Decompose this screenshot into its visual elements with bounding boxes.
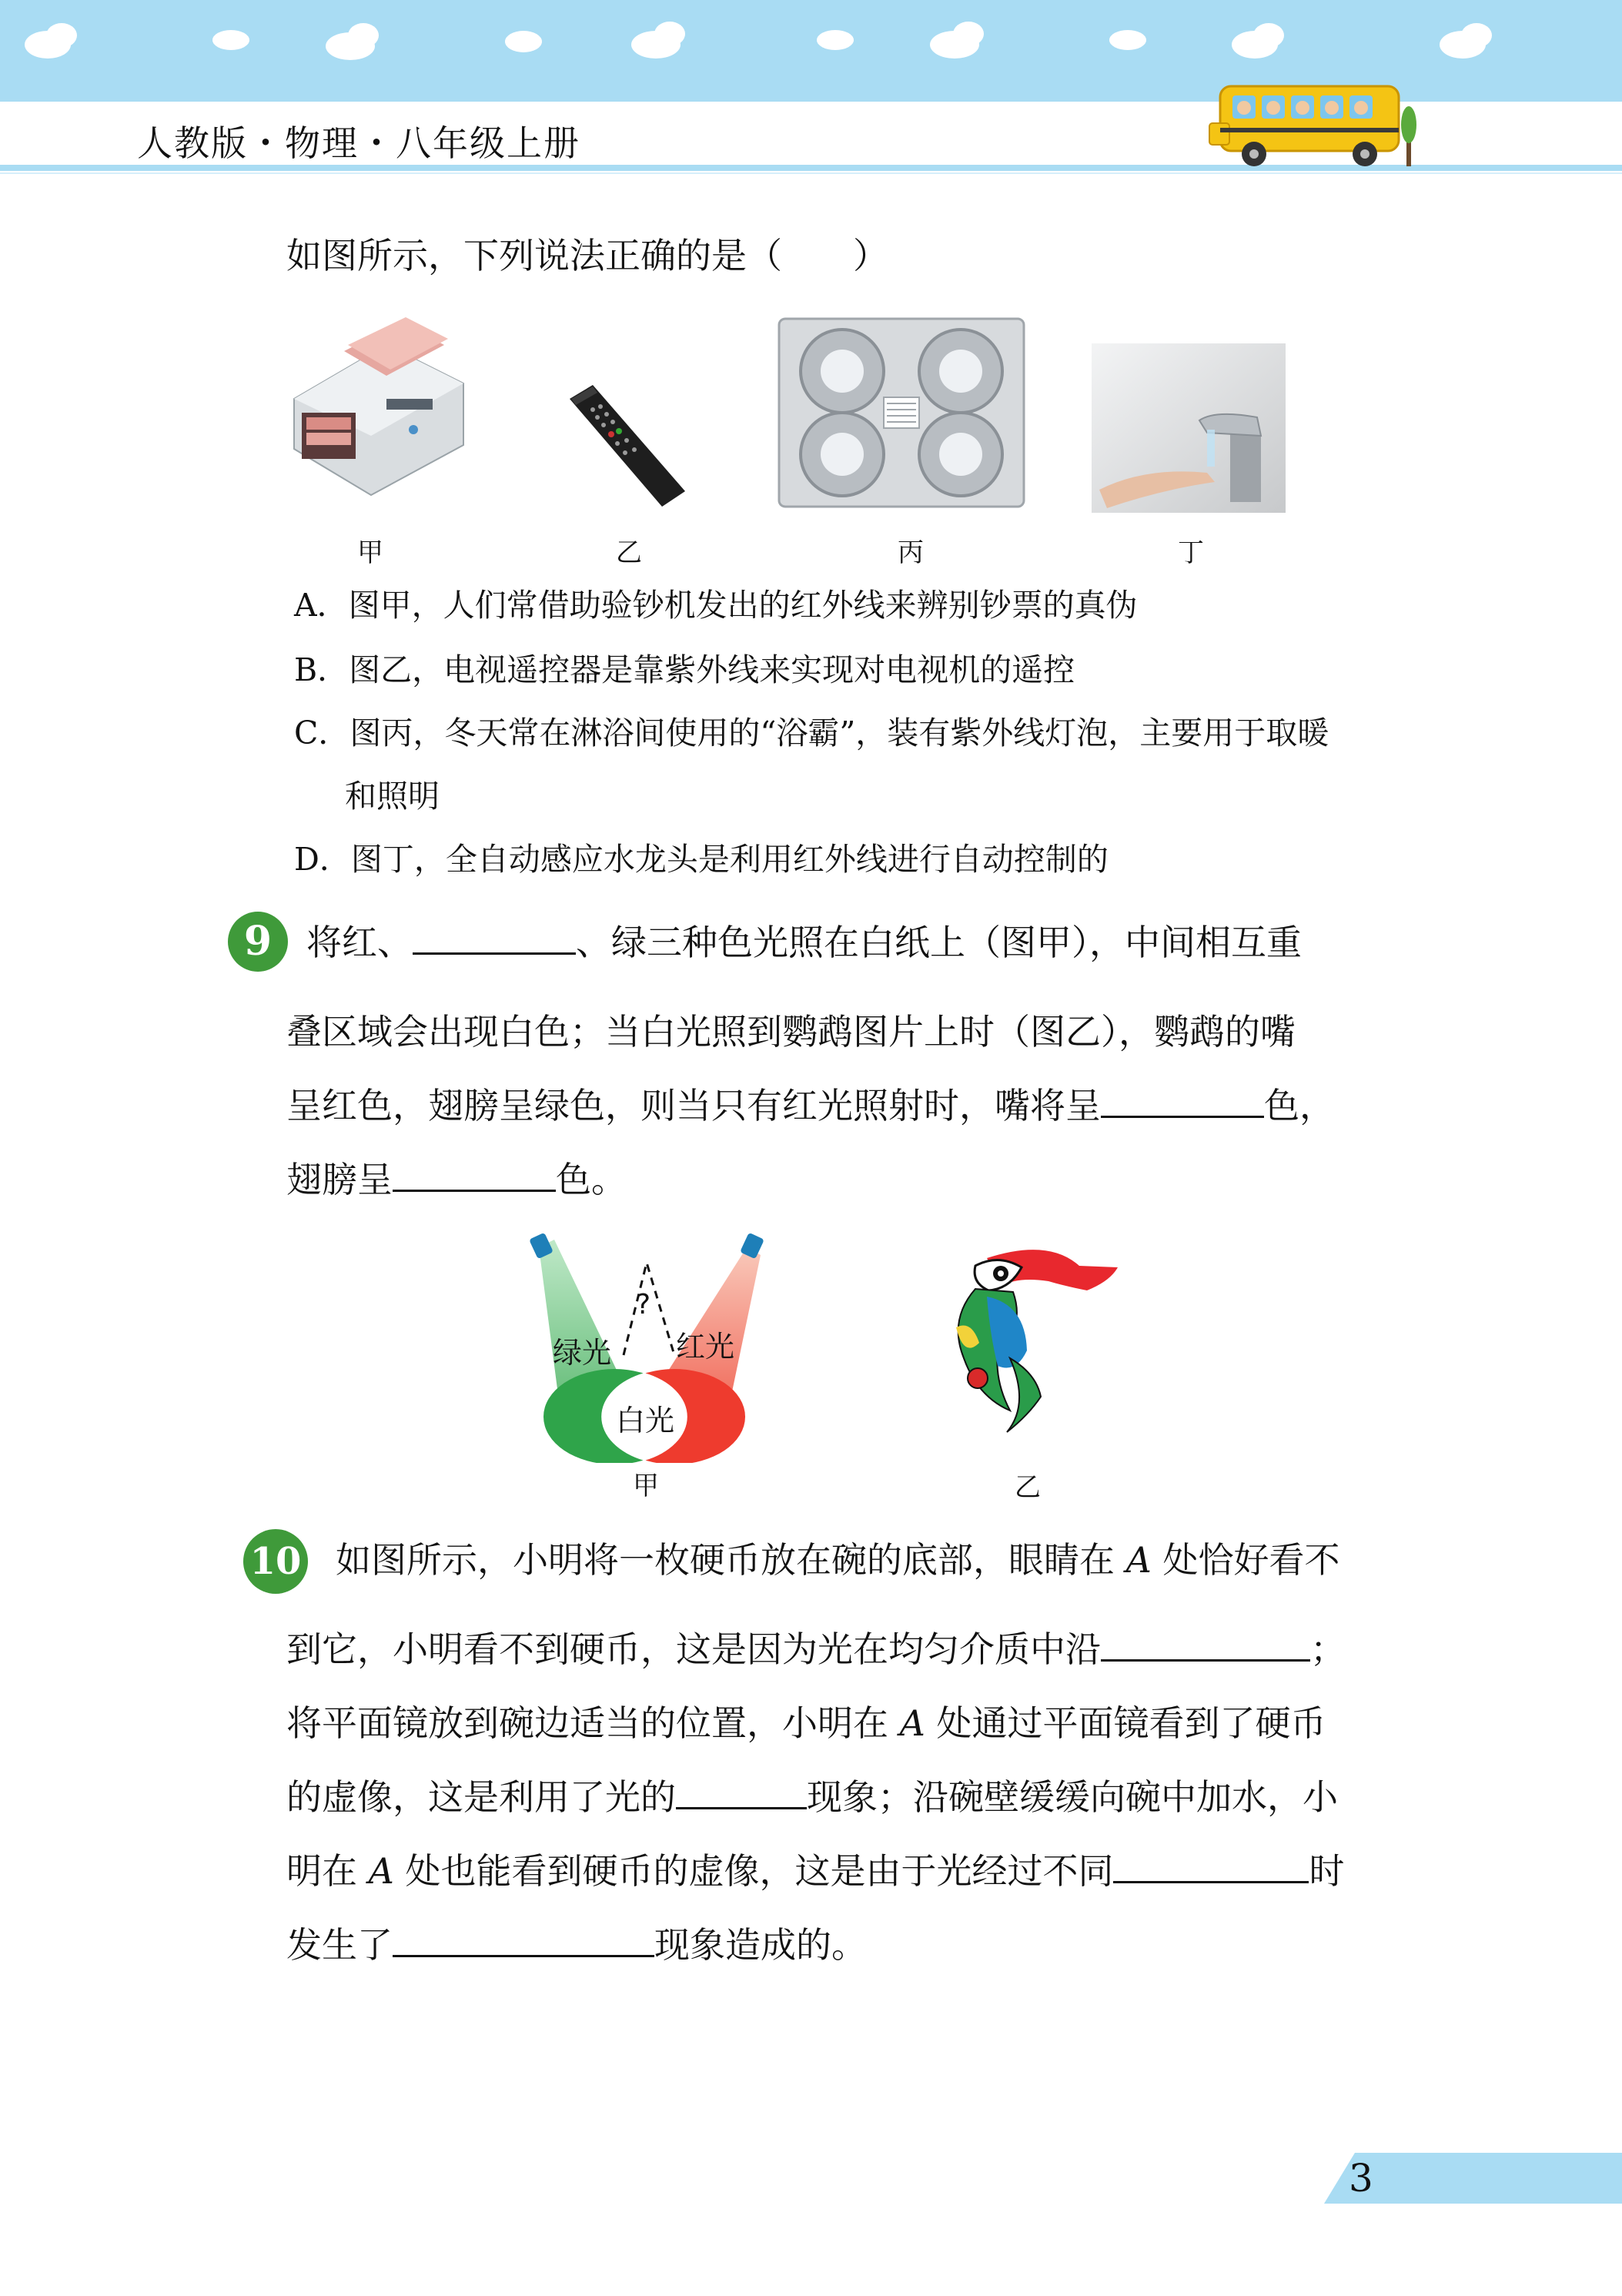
sensor-faucet-image xyxy=(1092,343,1286,513)
q10-blank-4[interactable] xyxy=(393,1924,654,1957)
q10-line-2 xyxy=(286,1626,1346,1672)
point-a-label: A xyxy=(899,1702,925,1744)
caption-jia: 甲 xyxy=(357,537,383,568)
q9-line4-b: 色。 xyxy=(556,1159,627,1200)
q10-line-4 xyxy=(286,1774,1338,1820)
q10-line-1 xyxy=(336,1537,1339,1583)
parrot-image xyxy=(933,1243,1125,1435)
q10-line-5 xyxy=(286,1848,1344,1894)
q10-line2-a: 到它，小明看不到硬币，这是因为光在均匀介质中沿 xyxy=(286,1628,1101,1670)
school-bus-icon xyxy=(1205,77,1436,169)
q10-line5-c: 时 xyxy=(1309,1850,1345,1892)
q9-line3-b: 色， xyxy=(1264,1085,1335,1126)
page-number: 3 xyxy=(1349,2156,1373,2201)
money-counter-image xyxy=(271,314,470,499)
q9-line1-b: 、绿三种色光照在白纸上（图甲），中间相互重 xyxy=(576,922,1302,963)
q10-line4-a: 的虚像，这是利用了光的 xyxy=(286,1776,676,1818)
question-mark-label: ? xyxy=(636,1289,651,1320)
q9-line1-a: 将红、 xyxy=(306,922,413,963)
q10-line3-b: 处通过平面镜看到了硬币 xyxy=(925,1702,1326,1744)
red-light-label: 红光 xyxy=(676,1330,735,1364)
q10-line2-b: ； xyxy=(1310,1628,1346,1670)
caption-bing: 丙 xyxy=(898,537,924,568)
q10-blank-3[interactable] xyxy=(1113,1850,1309,1883)
point-a-label: A xyxy=(1125,1539,1152,1581)
question-number-9: 9 xyxy=(228,912,288,972)
header-rule-thin xyxy=(0,172,1622,174)
q10-blank-2[interactable] xyxy=(676,1776,807,1809)
book-title: 人教版・物理・八年级上册 xyxy=(137,122,580,164)
q10-line1-a: 如图所示，小明将一枚硬币放在碗的底部，眼睛在 xyxy=(336,1539,1126,1581)
q10-line1-b: 处恰好看不 xyxy=(1151,1539,1340,1581)
green-light-label: 绿光 xyxy=(553,1336,612,1370)
q10-line-3 xyxy=(286,1700,1326,1746)
q9-line-1 xyxy=(306,919,1302,966)
q10-line3-a: 将平面镜放到碗边适当的位置，小明在 xyxy=(286,1702,900,1744)
q10-line6-a: 发生了 xyxy=(286,1924,393,1966)
caption-yi: 乙 xyxy=(616,537,642,568)
q9-line-2: 叠区域会出现白色；当白光照到鹦鹉图片上时（图乙），鹦鹉的嘴 xyxy=(286,1011,1296,1053)
point-a-label: A xyxy=(368,1850,394,1892)
q9-blank-1[interactable] xyxy=(413,922,576,955)
caption-figure-yi: 乙 xyxy=(1015,1472,1041,1503)
q8-option-c: C．图丙，冬天常在淋浴间使用的“浴霸”，装有紫外线灯泡，主要用于取暖 xyxy=(294,715,1329,751)
q9-line4-a: 翅膀呈 xyxy=(286,1159,393,1200)
q8-option-c-cont: 和照明 xyxy=(345,778,440,815)
q10-line5-a: 明在 xyxy=(286,1850,369,1892)
q9-blank-3[interactable] xyxy=(393,1159,556,1192)
q8-option-b: B．图乙，电视遥控器是靠紫外线来实现对电视机的遥控 xyxy=(294,651,1075,688)
q10-line6-b: 现象造成的。 xyxy=(654,1924,867,1966)
white-light-label: 白光 xyxy=(616,1404,675,1438)
bath-heater-image xyxy=(774,311,1028,510)
q9-line-4 xyxy=(286,1156,627,1203)
caption-figure-jia: 甲 xyxy=(633,1471,659,1501)
q8-stem: 如图所示，下列说法正确的是（ ） xyxy=(286,235,888,276)
q9-line3-a: 呈红色，翅膀呈绿色，则当只有红光照射时，嘴将呈 xyxy=(286,1085,1101,1126)
q10-line4-b: 现象；沿碗壁缓缓向碗中加水，小 xyxy=(807,1776,1338,1818)
q9-line-3 xyxy=(286,1083,1335,1129)
q9-blank-2[interactable] xyxy=(1101,1085,1264,1118)
caption-ding: 丁 xyxy=(1178,537,1204,568)
q10-line-6 xyxy=(286,1922,867,1968)
q8-option-a: A．图甲，人们常借助验钞机发出的红外线来辨别钞票的真伪 xyxy=(294,587,1138,624)
q8-option-d: D．图丁，全自动感应水龙头是利用红外线进行自动控制的 xyxy=(294,841,1109,878)
tv-remote-image xyxy=(562,376,693,514)
q10-line5-b: 处也能看到硬币的虚像，这是由于光经过不同 xyxy=(393,1850,1114,1892)
question-number-10: 10 xyxy=(243,1529,308,1594)
q10-blank-1[interactable] xyxy=(1101,1628,1310,1662)
